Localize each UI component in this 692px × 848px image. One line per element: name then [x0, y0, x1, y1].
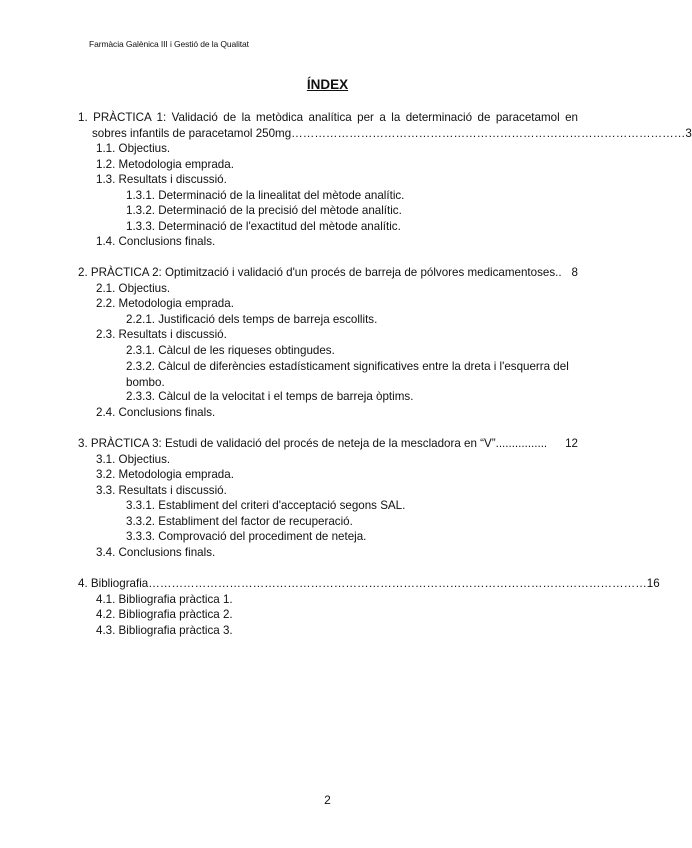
- toc-item: 3.4. Conclusions finals.: [96, 546, 216, 559]
- toc-item: 1.4. Conclusions finals.: [96, 235, 216, 248]
- toc-entry-4: [78, 577, 660, 591]
- toc-entry-2: [78, 266, 578, 280]
- toc-item: 3.3. Resultats i discussió.: [96, 484, 227, 497]
- toc-entry-2-title: 2. PRÀCTICA 2: Optimització i validació d'un procés de barreja de pólvores medicamentoses: [78, 266, 556, 279]
- toc-item: 2.4. Conclusions finals.: [96, 406, 216, 419]
- toc-item: 3.2. Metodologia emprada.: [96, 468, 234, 481]
- toc-item: 3.1. Objectius.: [96, 453, 171, 466]
- toc-subitem: 3.3.1. Establiment del criteri d'acceptació segons SAL.: [126, 499, 406, 512]
- toc-item: 1.3. Resultats i discussió.: [96, 173, 227, 186]
- toc-subitem: 1.3.3. Determinació de l'exactitud del mètode analític.: [126, 220, 401, 233]
- toc-subitem: 1.3.2. Determinació de la precisió del mètode analític.: [126, 204, 402, 217]
- leader-dots: ..: [555, 266, 562, 279]
- toc-subitem-wrapped: [126, 359, 578, 390]
- toc-subitem: 1.3.1. Determinació de la linealitat del mètode analític.: [126, 189, 405, 202]
- toc-page-ref: 8: [571, 266, 578, 279]
- toc-subitem: 2.3.3. Càlcul de la velocitat i el temps de barreja òptims.: [126, 390, 414, 403]
- toc-entry-1: [78, 111, 578, 125]
- toc-page-ref: 3: [685, 127, 692, 140]
- leader-dots: ................: [495, 437, 548, 450]
- toc-item: 4.1. Bibliografia pràctica 1.: [96, 593, 233, 606]
- toc-subitem: 2.2.1. Justificació dels temps de barreja escollits.: [126, 313, 378, 326]
- toc-item: 2.3. Resultats i discussió.: [96, 328, 227, 341]
- toc-item: 2.1. Objectius.: [96, 282, 171, 295]
- toc-entry-1-title: 1. PRÀCTICA 1: Validació de la metòdica analítica per a la determinació de paracetamol en: [78, 111, 578, 124]
- toc-subitem: 2.3.1. Càlcul de les riqueses obtingudes.: [126, 344, 335, 357]
- toc-page-ref: 12: [565, 437, 578, 450]
- toc-subitem-text: Càlcul de diferències estadísticament significatives entre la dreta i l'esquerra del bombo.: [126, 360, 569, 389]
- toc-item: 2.2. Metodologia emprada.: [96, 297, 234, 310]
- toc-entry-3-title: 3. PRÀCTICA 3: Estudi de validació del procés de neteja de la mescladora en “V”: [78, 437, 496, 450]
- toc-entry-1-title-cont: sobres infantils de paracetamol 250mg: [92, 127, 292, 140]
- toc-subitem: 3.3.3. Comprovació del procediment de neteja.: [126, 530, 367, 543]
- running-header: Farmàcia Galènica III i Gestió de la Qualitat: [89, 39, 249, 49]
- leader-dots: …………………………………………………………………………………………………………………: [148, 577, 647, 590]
- toc-entry-1-continuation: [92, 127, 692, 141]
- toc-subitem: 3.3.2. Establiment del factor de recuperació.: [126, 515, 353, 528]
- toc-entry-4-title: 4. Bibliografia: [78, 577, 149, 590]
- toc-item: 1.1. Objectius.: [96, 142, 171, 155]
- toc-item: 4.2. Bibliografia pràctica 2.: [96, 608, 233, 621]
- page-title: ÍNDEX: [306, 77, 349, 92]
- toc-entry-3: [78, 437, 578, 451]
- toc-subitem-number: 2.3.2.: [126, 360, 156, 373]
- toc-page-ref: 16: [646, 577, 660, 590]
- toc-item: 4.3. Bibliografia pràctica 3.: [96, 624, 233, 637]
- leader-dots: …………………………………………………………………………………………: [291, 127, 686, 140]
- page-number: 2: [324, 793, 331, 807]
- toc-item: 1.2. Metodologia emprada.: [96, 158, 234, 171]
